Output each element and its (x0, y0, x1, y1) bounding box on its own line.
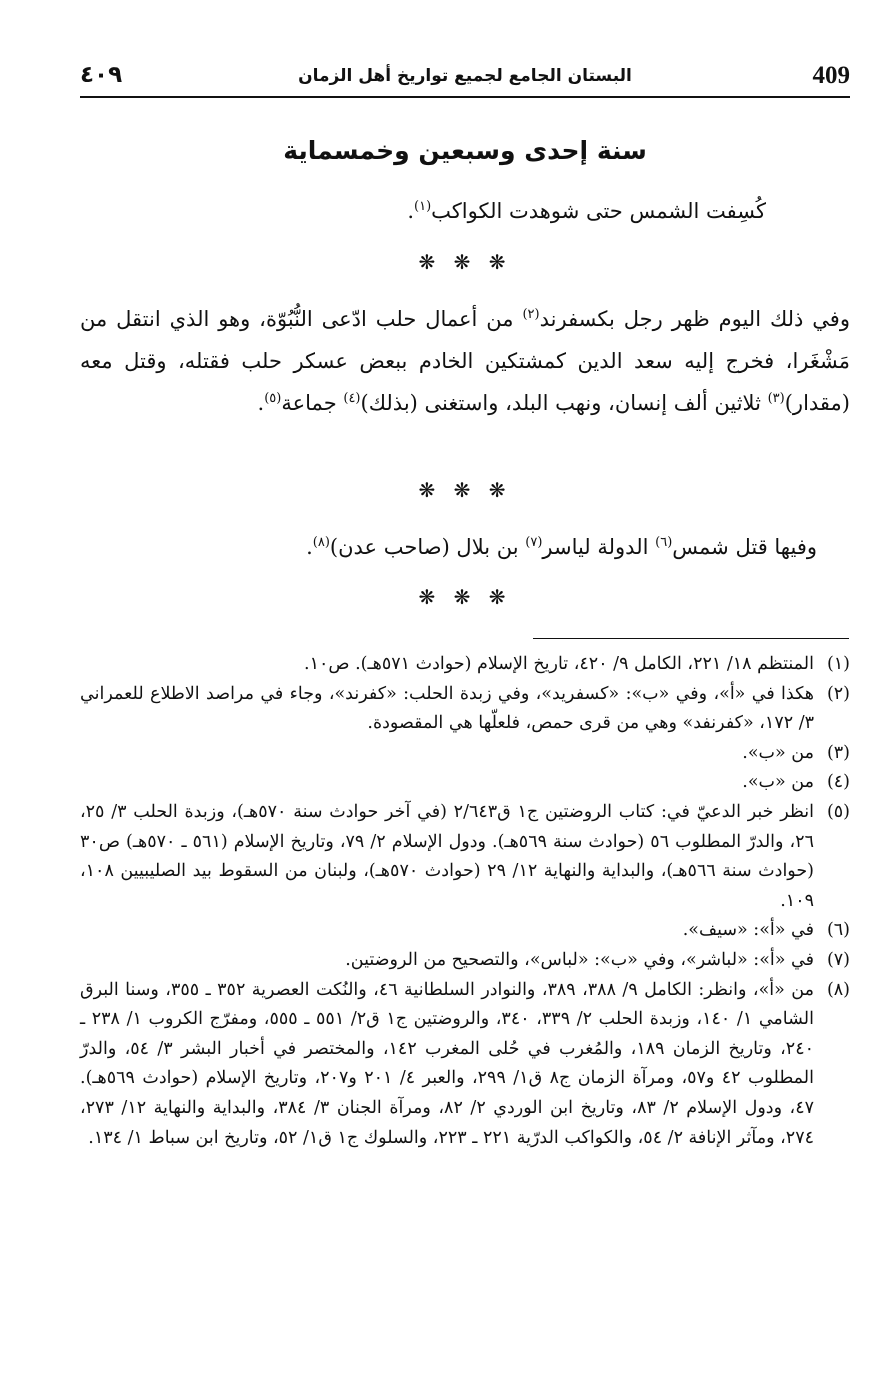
paragraph-text: . (306, 535, 313, 559)
footnote-5 (80, 798, 850, 916)
footnote-ref[interactable]: (١) (414, 199, 432, 214)
page-number-latin: 409 (812, 62, 850, 89)
paragraph-text: وفيها قتل شمس (672, 535, 817, 559)
footnote-text: من «ب». (742, 772, 814, 793)
footnote-number: (٥) (826, 801, 850, 822)
footnote-ref[interactable]: (٦) (655, 535, 673, 550)
paragraph-yasir-killed (80, 526, 850, 568)
footnote-number: (٤) (826, 772, 850, 793)
footnote-number: (١) (826, 654, 850, 674)
running-title: البستان الجامع لجميع تواريخ أهل الزمان (298, 66, 632, 86)
paragraph-text: وفي ذلك اليوم ظهر رجل بكسفرند (539, 307, 850, 331)
paragraph-prophet-claimant (80, 298, 850, 424)
footnote-text: في «أ»: «لباشر»، وفي «ب»: «لباس»، والتصحيح من الروضتين. (345, 949, 814, 970)
paragraph-text: ثلاثين ألف إنسان، ونهب البلد، واستغنى (بذلك) (360, 391, 768, 415)
footnote-8 (80, 976, 850, 1154)
footnote-text: المنتظم ١٨/ ٢٢١، الكامل ٩/ ٤٢٠، تاريخ الإسلام (حوادث ٥٧١هـ). ص١٠. (304, 654, 814, 674)
footnote-ref[interactable]: (٨) (312, 535, 330, 550)
footnote-ref[interactable]: (٣) (767, 391, 785, 406)
footnote-ref[interactable]: (٥) (264, 391, 282, 406)
paragraph-text: . (407, 199, 415, 223)
paragraph-text: الدولة لياسر (542, 535, 656, 559)
footnote-number: (٧) (826, 949, 850, 970)
footnote-number: (٦) (826, 920, 850, 941)
footnote-text: هكذا في «أ»، وفي «ب»: «كسفريد»، وفي زبدة الحلب: «كفرند»، وجاء في مراصد الاطلاع للعمراني ٣/ ١٧٢، «كفرنفد» وهي من قرى حمص، فلعلّها هي المقصودة. (80, 683, 814, 734)
paragraph-eclipse (407, 190, 799, 232)
footnote-number: (٨) (826, 979, 850, 1000)
footnote-3 (80, 739, 850, 769)
footnote-number: (٢) (826, 683, 850, 704)
paragraph-text: . (257, 391, 265, 415)
page-number-arabic: ٤٠٩ (80, 62, 123, 88)
footnote-ref[interactable]: (٤) (343, 391, 361, 406)
paragraph-text: بن بلال (صاحب عدن) (329, 535, 526, 559)
footnote-number: (٣) (826, 742, 850, 763)
footnote-text: من «أ»، وانظر: الكامل ٩/ ٣٨٨، ٣٨٩، والنوادر السلطانية ٤٦، والنُكت العصرية ٣٥٢ ـ ٣٥٥، وسنا البرق الشامي ١/ ١٤٠، وزبدة الحلب ٢/ ٣٣٩، ٣٤٠، والروضتين ج١ ق٢/ ٥٥١ ـ ٥٥٥، ومفرّج الكروب ١/ ٢٣٨ ـ ٢٤٠، وتاريخ الزمان ١٨٩، والمُغرب في حُلى المغرب ١٤٢، والمختصر في أخبار البشر ٣/ ٥٤، والدرّ المطلوب ٤٢ و٥٧، ومرآة الزمان ج٨ ق١/ ٢٩٩، والعبر ٤/ ٢٠١ و٢٠٧، وتاريخ الإسلام (حوادث ٥٦٩هـ). ٤٧، ودول الإسلام ٢/ ٨٣، وتاريخ ابن الوردي ٢/ ٨٢، ومرآة الجنان ٣/ ٣٨٤، والبداية والنهاية ١٢/ ٢٧٣، ٢٧٤، ومآثر الإنافة ٢/ ٥٤، والكواكب الدرّية ٢٢١ ـ ٢٢٣، والسلوك ج١ ق١/ ٥٢، وتاريخ ابن سباط ١/ ١٣٤. (80, 979, 815, 1148)
asterism-separator: ❋ ❋ ❋ (418, 250, 512, 274)
paragraph-text: من أعمال حلب ادّعى النُّبُوّة، وهو الذي انتقل من مَشْغَرا، فخرج إليه سعد الدين كمشتكين الخادم ببعض عسكر حلب فقتله، وقتل معه (مقدار) (80, 307, 850, 415)
footnote-text: انظر خبر الدعيّ في: كتاب الروضتين ج١ ق٢/٦٤٣ (في آخر حوادث سنة ٥٧٠هـ)، وزبدة الحلب ٣/ ٢٥، ٢٦، والدرّ المطلوب ٥٦ (حوادث سنة ٥٦٩هـ). ودول الإسلام ٢/ ٧٩، وتاريخ الإسلام (٥٦١ ـ ٥٧٠هـ) ص٣٠ (حوادث سنة ٥٦٦هـ)، والبداية والنهاية ١٢/ ٢٩ (حوادث ٥٧٠هـ)، ولبنان من السقوط بيد الصليبيين ١٠٨، ١٠٩. (80, 801, 814, 911)
footnote-1 (80, 650, 850, 680)
footnote-6 (80, 916, 850, 946)
footnote-4 (80, 768, 850, 798)
footnote-ref[interactable]: (٧) (525, 535, 543, 550)
footnote-divider (533, 638, 849, 639)
footnote-text: في «أ»: «سيف». (682, 920, 814, 941)
asterism-separator: ❋ ❋ ❋ (418, 585, 512, 609)
footnote-text: من «ب». (742, 742, 814, 763)
paragraph-text: كُسِفت الشمس حتى شوهدت الكواكب (431, 199, 766, 223)
asterism-separator: ❋ ❋ ❋ (418, 478, 512, 502)
section-heading: سنة إحدى وسبعين وخمسماية (283, 136, 647, 165)
footnote-7 (80, 946, 850, 976)
footnote-2 (80, 680, 850, 739)
footnotes (80, 650, 850, 1153)
running-header (80, 60, 850, 98)
paragraph-text: جماعة (281, 391, 344, 415)
footnote-ref[interactable]: (٢) (522, 307, 540, 322)
